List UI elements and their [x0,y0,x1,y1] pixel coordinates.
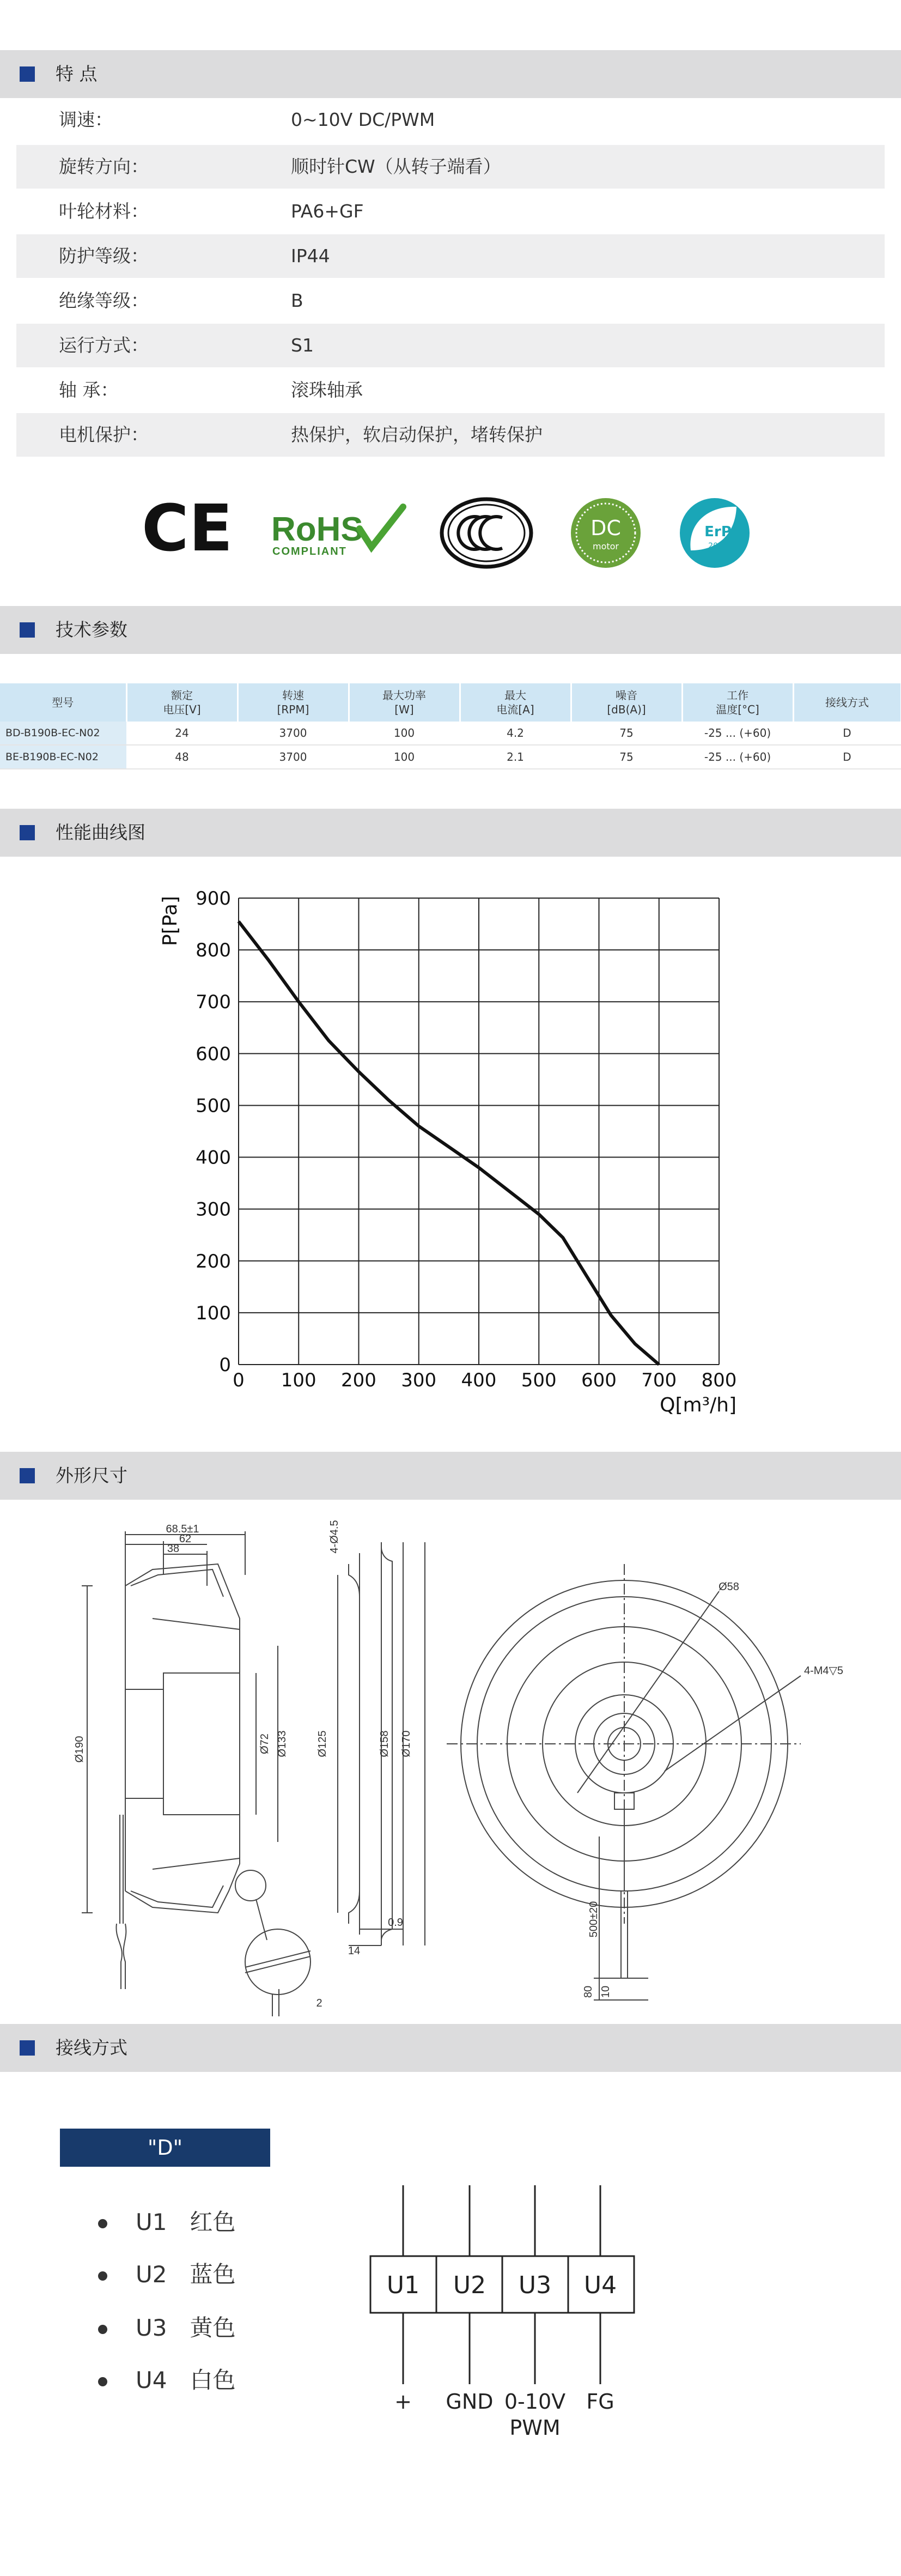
certification-logos [0,490,901,572]
feature-key: 旋转方向： [59,156,149,177]
feature-key: 防护等级： [59,245,149,266]
spec-table [0,683,901,769]
svg-text:0.9: 0.9 [388,1917,403,1929]
svg-text:Ø58: Ø58 [719,1581,739,1593]
x-tick-label: 600 [581,1369,617,1391]
table-cell: 100 [349,745,460,769]
svg-text:68.5±1: 68.5±1 [166,1523,199,1535]
erp-logo-icon [680,498,750,568]
terminal-label: U3 [518,2271,552,2299]
svg-text:CE: CE [142,490,233,566]
dc-motor-logo-icon [571,498,641,568]
signal-label: FG [586,2390,614,2414]
bullet-icon [98,2271,107,2281]
feature-row [16,324,885,367]
svg-text:80: 80 [582,1985,594,1998]
svg-text:Ø158: Ø158 [379,1730,391,1757]
table-cell: BD-B190B-EC-N02 [0,722,126,745]
feature-value: B [291,290,303,311]
svg-text:2: 2 [316,1997,322,2009]
x-tick-label: 800 [701,1369,737,1391]
svg-text:62: 62 [179,1533,192,1545]
dimensions-header [0,1452,901,1500]
svg-text:Ø125: Ø125 [316,1730,328,1757]
performance-header [0,809,901,857]
svg-text:Ø170: Ø170 [400,1730,412,1757]
y-tick-label: 200 [196,1250,231,1272]
feature-value: 顺时针CW（从转子端看） [291,156,501,177]
svg-text:Ø72: Ø72 [259,1734,271,1754]
signal-label-extra: PWM [509,2416,561,2440]
table-cell: 3700 [238,722,349,745]
table-cell: -25 ... (+60) [682,745,793,769]
x-tick-label: 400 [461,1369,497,1391]
column-header: 型号 [0,683,126,722]
svg-text:Ø133: Ø133 [276,1730,288,1757]
table-cell: 100 [349,722,460,745]
signal-label: + [394,2390,412,2414]
feature-value: 热保护，软启动保护，堵转保护 [291,424,543,445]
feature-value: IP44 [291,245,330,266]
y-tick-label: 500 [196,1095,231,1117]
pressure-curve [239,922,659,1365]
y-tick-label: 0 [219,1354,231,1376]
section-marker-icon [20,622,35,638]
y-tick-label: 400 [196,1147,231,1169]
x-tick-label: 0 [233,1369,245,1391]
feature-row [16,190,885,233]
feature-row [16,413,885,457]
table-row [0,722,901,745]
svg-text:motor: motor [592,541,619,551]
y-axis-label: P[Pa] [159,896,181,946]
column-header: 工作 温度[°C] [682,683,793,722]
y-tick-label: 100 [196,1302,231,1324]
table-cell: D [793,745,901,769]
section-marker-icon [20,66,35,82]
terminal-label: U4 [583,2271,617,2299]
table-cell: 48 [126,745,238,769]
y-tick-label: 300 [196,1198,231,1221]
performance-chart [0,872,901,1433]
svg-text:RoHS: RoHS [271,511,363,548]
bullet-icon [98,2219,107,2228]
svg-text:10: 10 [600,1985,612,1998]
svg-text:4-Ø4.5: 4-Ø4.5 [328,1520,340,1554]
terminal-label: U2 [453,2271,486,2299]
table-cell: D [793,722,901,745]
feature-value: PA6+GF [291,201,364,222]
column-header: 噪音 [dB(A)] [571,683,682,722]
signal-label: 0-10V [504,2390,566,2414]
table-cell: 4.2 [460,722,571,745]
svg-text:38: 38 [167,1543,180,1555]
x-axis-label: Q[m³/h] [660,1394,736,1416]
features-header [0,50,901,98]
table-cell: BE-B190B-EC-N02 [0,745,126,769]
svg-text:4-M4▽5: 4-M4▽5 [803,1665,844,1677]
ccc-logo-icon [442,499,531,567]
table-cell: 24 [126,722,238,745]
y-tick-label: 600 [196,1043,231,1065]
tech-title: 技术参数 [56,619,127,640]
table-cell: -25 ... (+60) [682,722,793,745]
svg-text:ErP: ErP [704,524,732,540]
y-tick-label: 800 [196,940,231,962]
wiring-header [0,2024,901,2072]
feature-key: 叶轮材料： [59,201,149,222]
table-row [0,745,901,769]
table-cell: 75 [571,745,682,769]
feature-key: 绝缘等级： [59,290,149,311]
side-view-labels [74,1523,322,2009]
column-header: 转速 [RPM] [238,683,349,722]
feature-value: 0~10V DC/PWM [291,109,435,130]
feature-key: 调速： [59,109,113,130]
feature-row [16,98,885,142]
svg-text:Ø190: Ø190 [74,1736,86,1763]
rohs-logo-icon [271,507,403,557]
feature-row [16,234,885,278]
section-marker-icon [20,825,35,840]
feature-key: 运行方式： [59,335,149,356]
dimension-drawing [0,1510,901,2016]
signal-label: GND [446,2390,494,2414]
wiring-code-label: "D" [60,2129,270,2167]
feature-row [16,145,885,189]
column-header: 额定 电压[V] [126,683,238,722]
dimensions-title: 外形尺寸 [56,1465,127,1486]
section-marker-icon [20,2040,35,2056]
table-cell: 2.1 [460,745,571,769]
x-tick-label: 300 [401,1369,437,1391]
column-header: 最大功率 [W] [349,683,460,722]
svg-text:2015: 2015 [708,542,728,550]
profile-view-labels [316,1520,412,1957]
table-cell: 75 [571,722,682,745]
feature-key: 电机保护： [59,424,149,445]
svg-text:500±20: 500±20 [588,1901,600,1938]
svg-text:COMPLIANT: COMPLIANT [272,545,347,557]
feature-row [16,368,885,412]
ce-logo-icon [142,490,233,566]
feature-row [16,279,885,323]
performance-title: 性能曲线图 [56,822,145,843]
x-tick-label: 100 [281,1369,316,1391]
wire-color-item: U4 白色 [98,2365,235,2396]
tech-header [0,606,901,654]
features-title: 特 点 [56,63,98,84]
table-header-row [0,683,901,722]
feature-value: 滚珠轴承 [291,379,363,401]
terminal-label: U1 [386,2271,420,2299]
wire-color-item: U1 红色 [98,2207,235,2238]
section-marker-icon [20,1468,35,1483]
y-tick-label: 900 [196,888,231,910]
bullet-icon [98,2325,107,2334]
x-tick-label: 200 [341,1369,376,1391]
bullet-icon [98,2377,107,2386]
column-header: 接线方式 [793,683,901,722]
wiring-diagram [354,2174,659,2458]
x-tick-label: 700 [641,1369,677,1391]
wire-color-item: U3 黄色 [98,2313,235,2343]
feature-value: S1 [291,335,314,356]
wire-color-item: U2 蓝色 [98,2259,235,2290]
x-tick-label: 500 [521,1369,557,1391]
table-cell: 3700 [238,745,349,769]
svg-text:14: 14 [348,1945,361,1957]
side-view-drawing [82,1531,311,2016]
svg-text:DC: DC [590,516,621,540]
y-tick-label: 700 [196,991,231,1014]
column-header: 最大 电流[A] [460,683,571,722]
wiring-title: 接线方式 [56,2037,127,2058]
feature-key: 轴 承： [59,379,119,401]
front-view-drawing [447,1564,801,2000]
